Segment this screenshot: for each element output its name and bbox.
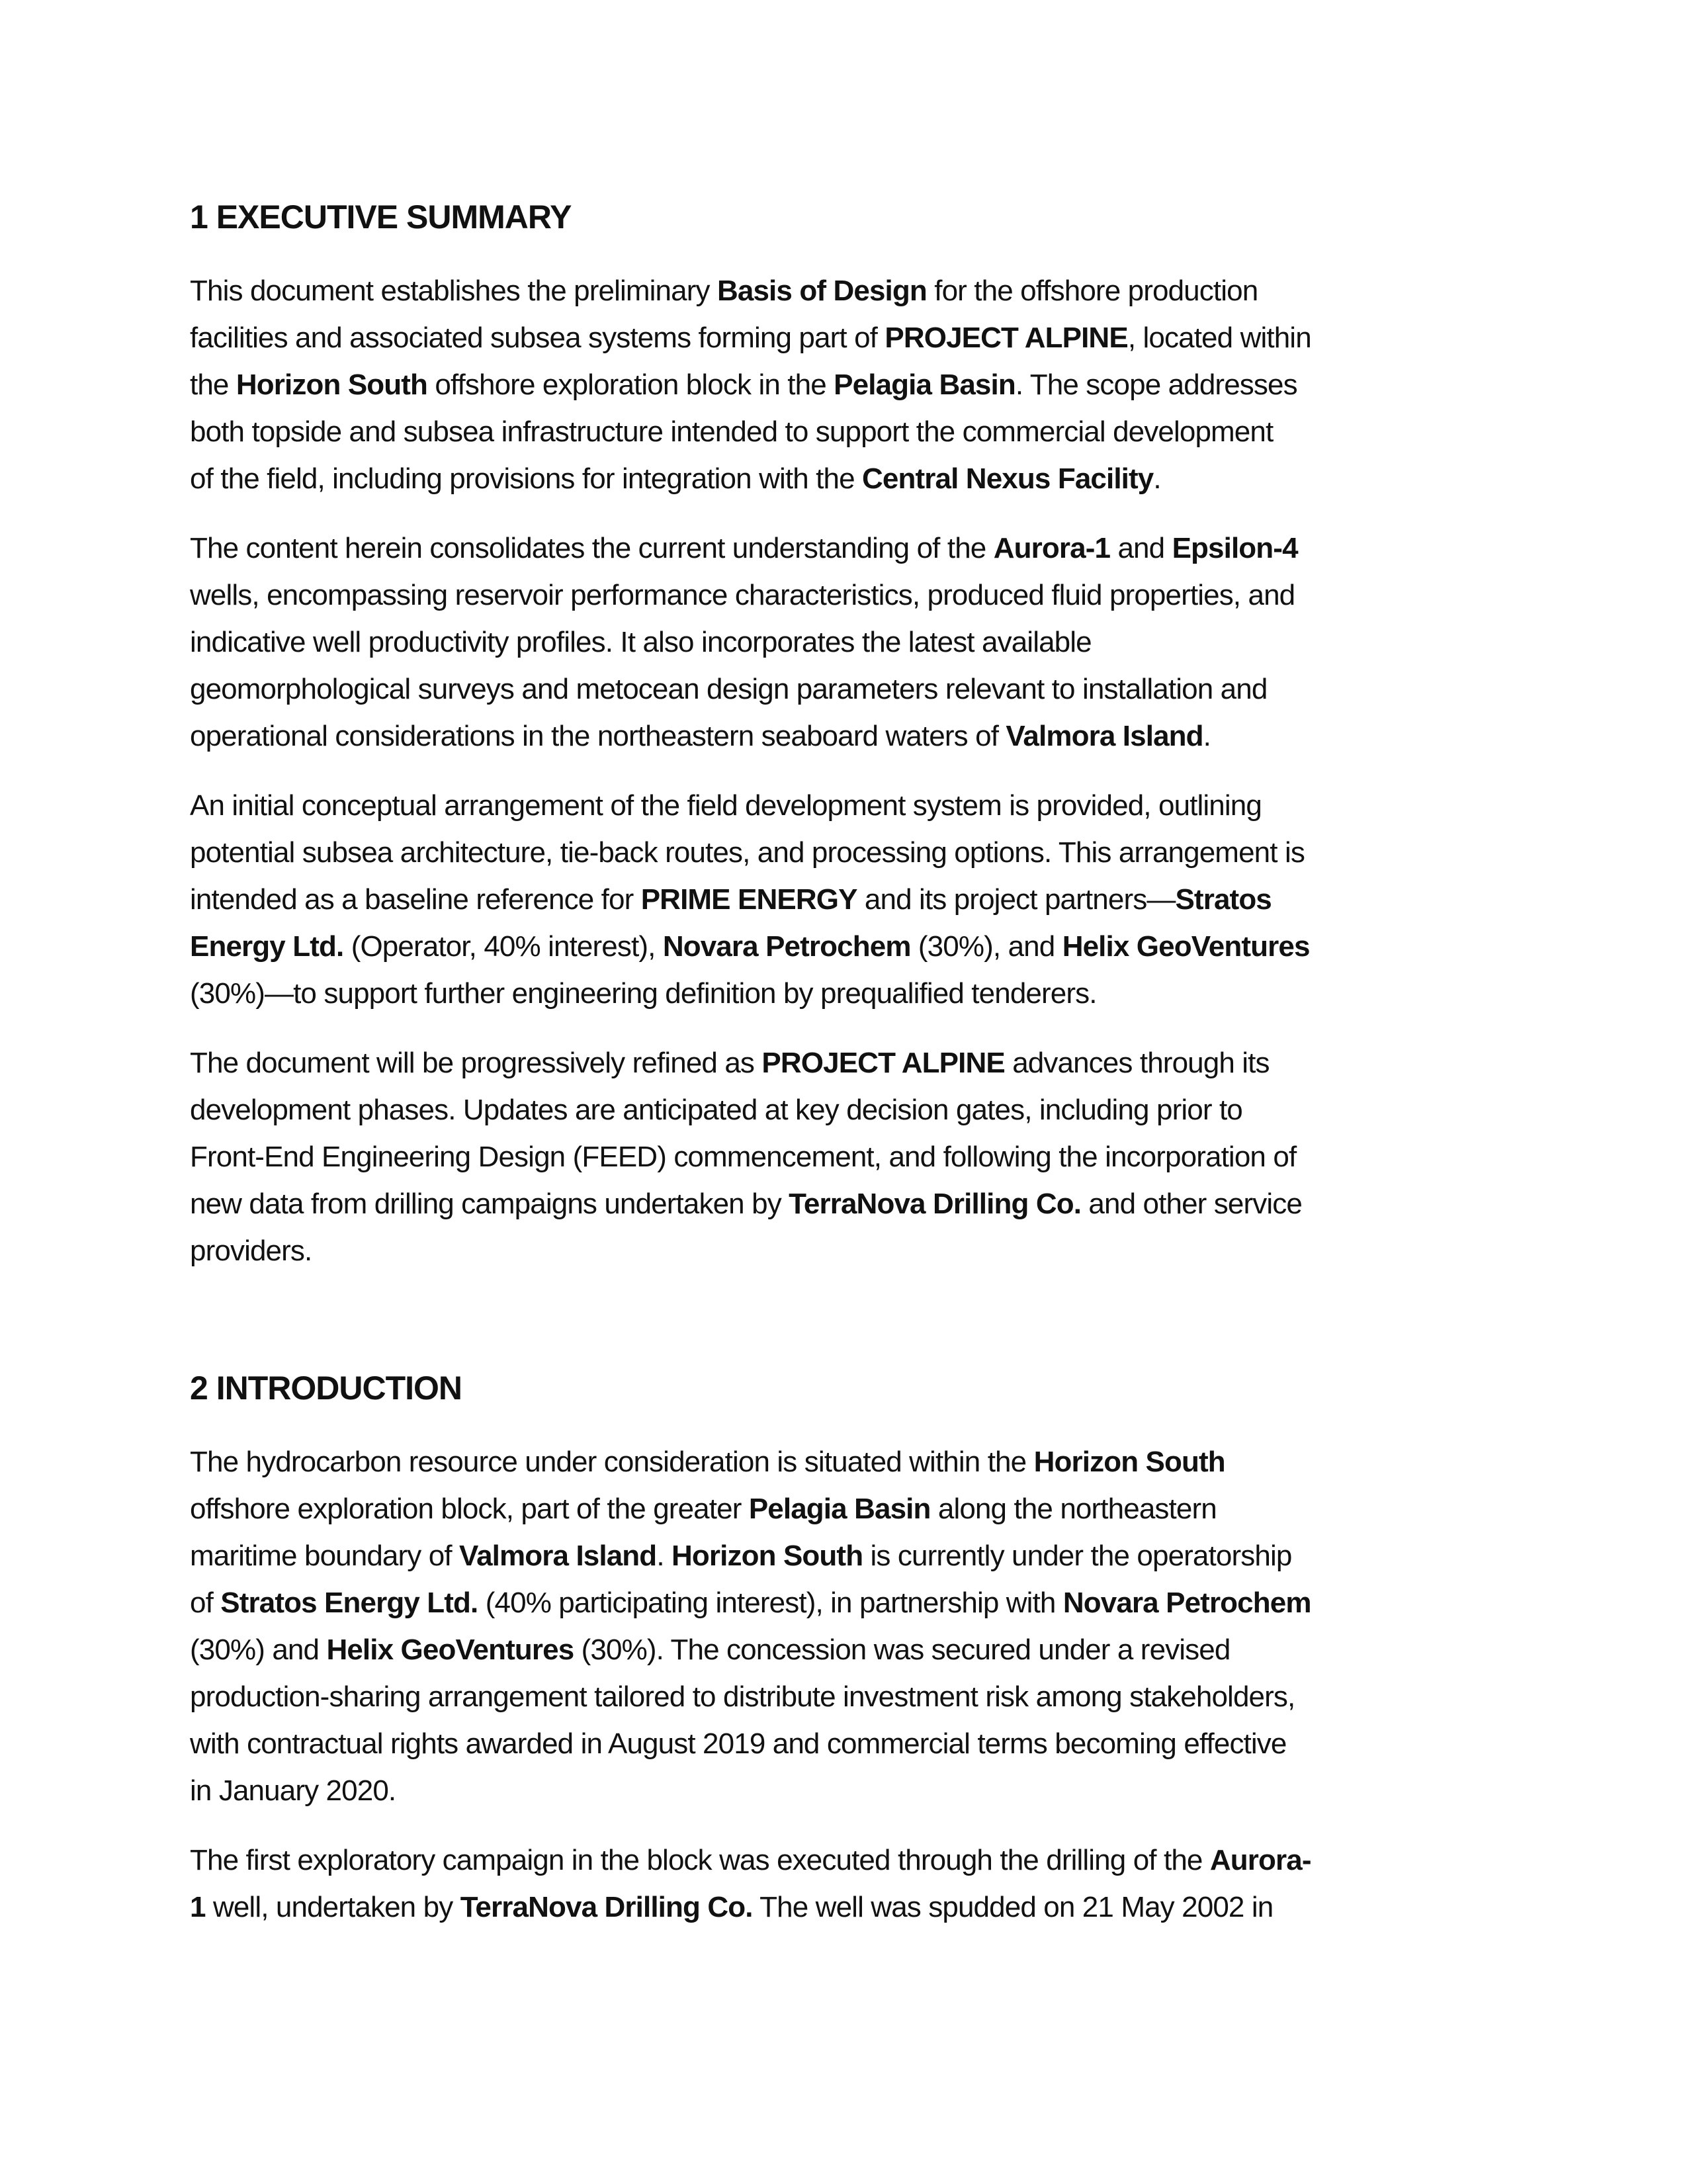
text-line: 1 well, undertaken by TerraNova Drilling Co. The well was spudded on 21 May 2002 in xyxy=(190,1891,1274,1923)
text-line: Energy Ltd. (Operator, 40% interest), Novara Petrochem (30%), and Helix GeoVentures xyxy=(190,930,1310,963)
text-line: development phases. Updates are anticipated at key decision gates, including prior to xyxy=(190,1094,1242,1126)
text-line: intended as a baseline reference for PRIME ENERGY and its project partners—Stratos xyxy=(190,883,1272,916)
section-body xyxy=(190,267,1515,1274)
text-line: The content herein consolidates the current understanding of the Aurora-1 and Epsilon-4 xyxy=(190,532,1298,564)
text-line: providers. xyxy=(190,1235,312,1267)
paragraph xyxy=(190,267,1515,502)
paragraph xyxy=(190,1039,1515,1274)
section-body xyxy=(190,1438,1515,1931)
text-line: This document establishes the preliminary Basis of Design for the offshore production xyxy=(190,275,1258,307)
text-line: new data from drilling campaigns undertaken by TerraNova Drilling Co. and other service xyxy=(190,1188,1302,1220)
section-executive-summary xyxy=(190,198,1515,1274)
text-line: of the field, including provisions for integration with the Central Nexus Facility. xyxy=(190,462,1161,495)
text-line: The first exploratory campaign in the block was executed through the drilling of the Aurora- xyxy=(190,1844,1311,1876)
text-line: geomorphological surveys and metocean design parameters relevant to installation and xyxy=(190,673,1268,705)
section-introduction xyxy=(190,1370,1515,1931)
text-line: The document will be progressively refined as PROJECT ALPINE advances through its xyxy=(190,1047,1270,1079)
text-line: in January 2020. xyxy=(190,1774,396,1807)
text-line: indicative well productivity profiles. It also incorporates the latest available xyxy=(190,626,1092,658)
text-line: maritime boundary of Valmora Island. Horizon South is currently under the operatorship xyxy=(190,1540,1292,1572)
text-line: (30%)—to support further engineering definition by prequalified tenderers. xyxy=(190,977,1097,1010)
text-line: with contractual rights awarded in August 2019 and commercial terms becoming effective xyxy=(190,1727,1287,1760)
text-line: of Stratos Energy Ltd. (40% participating interest), in partnership with Novara Petrochem xyxy=(190,1587,1311,1619)
paragraph xyxy=(190,525,1515,760)
text-line: Front-End Engineering Design (FEED) commencement, and following the incorporation of xyxy=(190,1141,1297,1173)
text-line: offshore exploration block, part of the greater Pelagia Basin along the northeastern xyxy=(190,1493,1217,1525)
paragraph xyxy=(190,782,1515,1017)
text-line: production-sharing arrangement tailored to distribute investment risk among stakeholders, xyxy=(190,1681,1295,1713)
text-line: both topside and subsea infrastructure intended to support the commercial development xyxy=(190,415,1274,448)
text-line: potential subsea architecture, tie-back routes, and processing options. This arrangement is xyxy=(190,836,1305,869)
text-line: operational considerations in the northeastern seaboard waters of Valmora Island. xyxy=(190,720,1211,752)
text-line: the Horizon South offshore exploration block in the Pelagia Basin. The scope addresses xyxy=(190,369,1297,401)
text-line: An initial conceptual arrangement of the field development system is provided, outlining xyxy=(190,789,1262,822)
text-line: facilities and associated subsea systems forming part of PROJECT ALPINE, located within xyxy=(190,322,1311,354)
text-line: (30%) and Helix GeoVentures (30%). The concession was secured under a revised xyxy=(190,1634,1231,1666)
section-heading: 2 INTRODUCTION xyxy=(190,1370,462,1407)
text-line: wells, encompassing reservoir performance characteristics, produced fluid properties, and xyxy=(190,579,1295,611)
text-line: The hydrocarbon resource under consideration is situated within the Horizon South xyxy=(190,1446,1225,1478)
paragraph xyxy=(190,1837,1515,1931)
paragraph xyxy=(190,1438,1515,1814)
section-heading: 1 EXECUTIVE SUMMARY xyxy=(190,198,572,236)
